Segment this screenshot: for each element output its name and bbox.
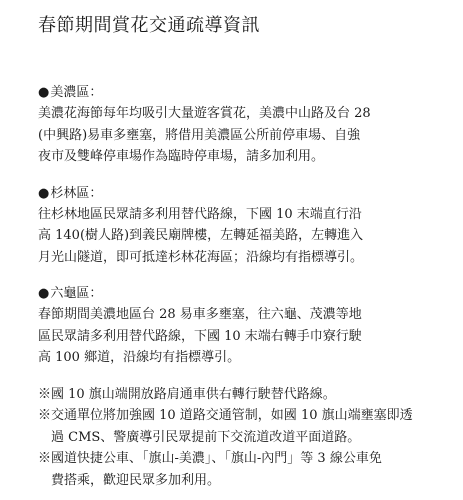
section-meinong: [38, 82, 448, 168]
section-paragraph: [38, 103, 448, 168]
section-heading-text: 美濃區：: [50, 85, 103, 100]
section-heading-text: 杉林區：: [50, 185, 103, 201]
note-line: 費搭乘，歡迎民眾多加利用。: [38, 472, 221, 488]
section-paragraph: [38, 204, 448, 269]
bullet-icon: ●: [38, 85, 50, 100]
page-title: 春節期間賞花交通疏導資訊: [38, 15, 260, 36]
section-heading: [38, 82, 448, 103]
note-line: ※國 10 旗山端開放路肩通車供右轉行駛替代路線。: [38, 386, 336, 402]
paragraph-line: 夜市及雙峰停車場作為臨時停車場，請多加利用。: [38, 149, 325, 164]
paragraph-line: 月光山隧道，即可抵達杉林花海區；沿線均有指標導引。: [38, 249, 364, 265]
paragraph-line: (中興路)易車多壅塞，將借用美濃區公所前停車場、自強: [38, 127, 361, 143]
paragraph-line: 區民眾請多利用替代路線，下國 10 末端右轉手巾寮行駛: [38, 328, 362, 344]
paragraph-line: 高 100 鄉道，沿線均有指標導引。: [38, 350, 241, 365]
bullet-icon: ●: [38, 185, 50, 201]
bullet-icon: ●: [38, 286, 50, 301]
section-heading: [38, 183, 448, 204]
note-line: ※國道快捷公車、「旗山-美濃」、「旗山-內門」等 3 線公車免: [38, 451, 382, 466]
paragraph-line: 美濃花海節每年均吸引大量遊客賞花，美濃中山路及台 28: [38, 106, 371, 121]
paragraph-line: 往杉林地區民眾請多利用替代路線，下國 10 末端直行沿: [38, 206, 362, 222]
section-heading-text: 六龜區：: [50, 286, 103, 301]
section-heading: [38, 283, 448, 304]
notes-list: [38, 384, 448, 492]
document-page: [38, 14, 448, 491]
note-line: ※交通單位將加強國 10 道路交通管制，如國 10 旗山端壅塞即透: [38, 408, 413, 423]
section-liugui: [38, 283, 448, 369]
section-paragraph: [38, 304, 448, 369]
paragraph-line: 高 140(樹人路)到義民廟牌樓，左轉延福美路，左轉進入: [38, 228, 364, 243]
section-shanlin: [38, 183, 448, 269]
note-line: 過 CMS、警廣導引民眾提前下交流道改道平面道路。: [38, 429, 361, 445]
paragraph-line: 春節期間美濃地區台 28 易車多壅塞，往六龜、茂濃等地: [38, 307, 362, 322]
